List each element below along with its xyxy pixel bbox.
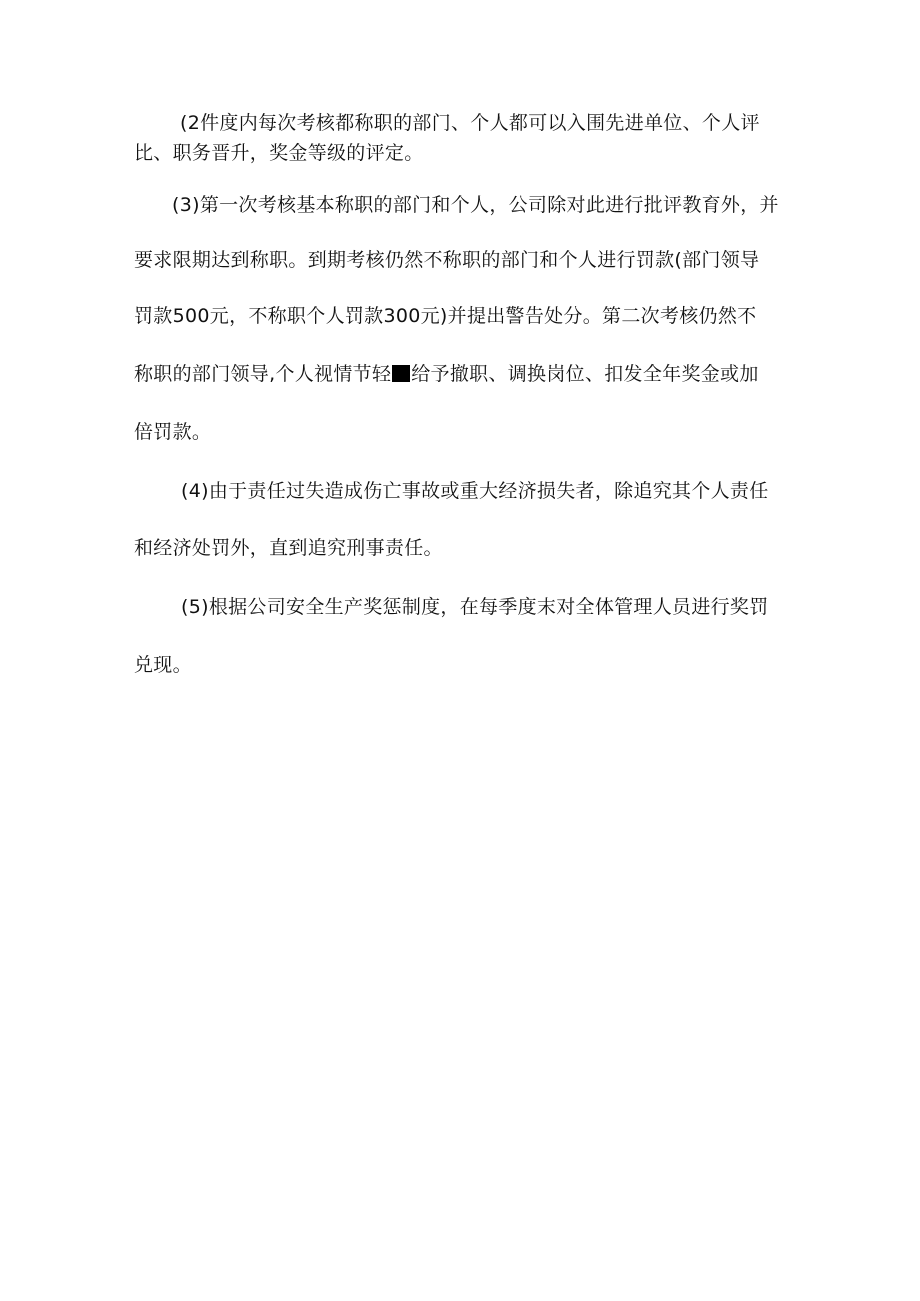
paragraph-line: 比、职务晋升，奖金等级的评定。 (134, 142, 424, 164)
line-segment: 给予撤职、调换岗位、扣发全年奖金或加 (411, 363, 759, 385)
paragraph-line: 兑现。 (134, 654, 192, 676)
paragraph-line: (4)由于责任过失造成伤亡事故或重大经济损失者，除追究其个人责任 (181, 480, 769, 502)
line-segment: 称职的部门领导,个人视情节轻 (134, 363, 392, 385)
paragraph-line: 罚款500元，不称职个人罚款300元)并提出警告处分。第二次考核仍然不 (134, 305, 757, 327)
paragraph-line: 倍罚款。 (134, 421, 212, 443)
paragraph-line: (3)第一次考核基本称职的部门和个人，公司除对此进行批评教育外，并 (172, 194, 779, 216)
paragraph-line: (2件度内每次考核都称职的部门、个人都可以入围先进单位、个人评 (180, 112, 760, 134)
redaction-mark (392, 365, 410, 382)
paragraph-line: 和经济处罚外，直到追究刑事责任。 (134, 537, 443, 559)
paragraph-line: 要求限期达到称职。到期考核仍然不称职的部门和个人进行罚款(部门领导 (134, 249, 760, 271)
paragraph-line: (5)根据公司安全生产奖惩制度，在每季度末对全体管理人员进行奖罚 (181, 596, 769, 618)
paragraph-line (134, 362, 794, 386)
